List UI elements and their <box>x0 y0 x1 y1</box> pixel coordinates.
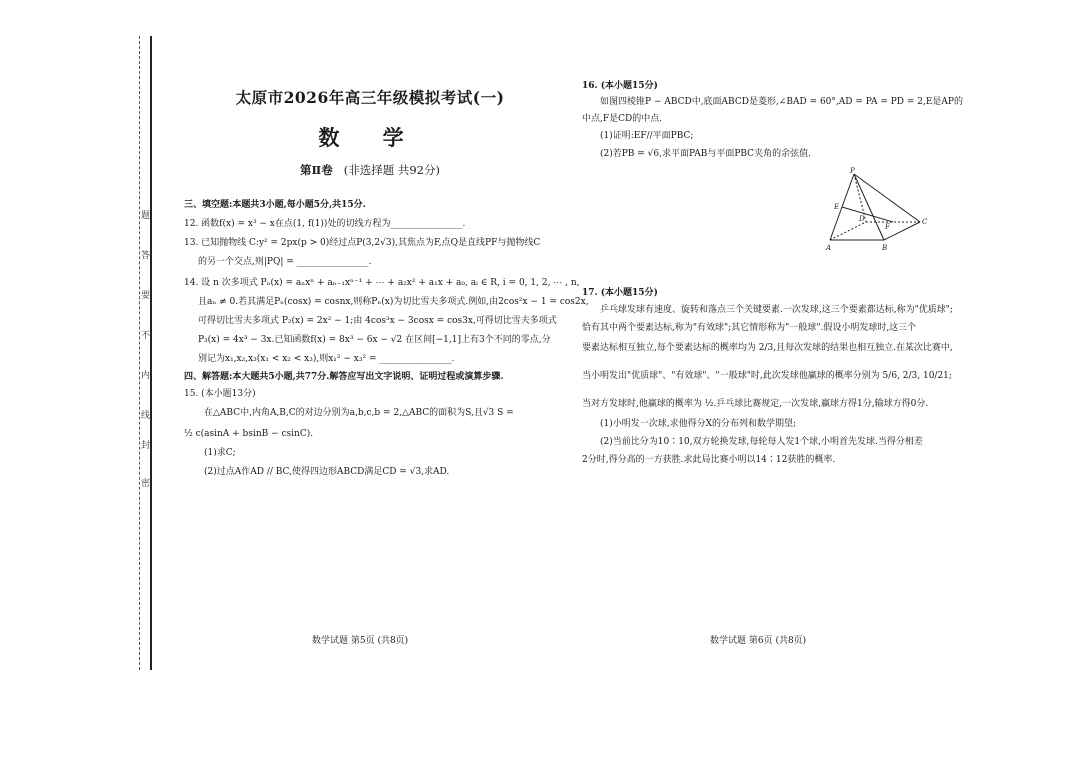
label-A: A <box>826 244 832 252</box>
volume-heading <box>150 162 590 178</box>
binding-char: 密 <box>141 479 151 489</box>
exam-title: 太原市2026年高三年级模拟考试(一) <box>235 88 505 107</box>
question-part: (1)小明发一次球,求他得分X的分布列和数学期望; <box>600 419 797 429</box>
question-part: (2)若PB = √6,求平面PAB与平面PBC夹角的余弦值. <box>600 149 811 159</box>
label-P: P <box>850 167 855 175</box>
question-text: 如图四棱锥P − ABCD中,底面ABCD是菱形,∠BAD = 60°,AD = PA = PD = 2,E是AP的 <box>600 97 963 107</box>
question-text: 14. 设 n 次多项式 Pₙ(x) = aₙxⁿ + aₙ₋₁xⁿ⁻¹ + ⋯ + a₂x² + a₁x + a₀, aᵢ ∈ R, i = 0, 1, 2, ⋯ , n, <box>184 278 580 288</box>
question-text: 恰有其中两个要素达标,称为"有效球";其它情形称为"一般球".假设小明发球时,这三个 <box>582 323 917 333</box>
question-text: 别记为x₁,x₂,x₃(x₁ < x₂ < x₃),则x₁² − x₃² = ________________. <box>198 354 455 364</box>
question-text: 要素达标相互独立,每个要素达标的概率均为 2/3,且每次发球的结果也相互独立.在某次比赛中, <box>582 343 953 353</box>
question-text: 13. 已知抛物线 C:y² = 2px(p > 0)经过点P(3,2√3),其焦点为F,点Q是直线PF与抛物线C <box>184 238 541 248</box>
question-part: (1)求C; <box>204 448 236 458</box>
label-C: C <box>922 218 928 226</box>
binding-char: 要 <box>141 291 151 301</box>
page-footer-right: 数学试题 第6页 (共8页) <box>710 636 807 646</box>
label-E: E <box>834 203 840 211</box>
binding-char: 答 <box>141 251 151 261</box>
question-text: 乒乓球发球有速度、旋转和落点三个关键要素.一次发球,这三个要素都达标,称为"优质球"; <box>600 305 953 315</box>
binding-char: 不 <box>141 331 151 341</box>
question-text: ½ c(asinA + bsinB − csinC). <box>184 429 314 439</box>
question-text: 2分时,得分高的一方获胜.求此局比赛小明以14∶12获胜的概率. <box>582 455 836 465</box>
section-heading: 四、解答题:本大题共5小题,共77分.解答应写出文字说明、证明过程或演算步骤. <box>184 372 504 382</box>
question-text: 12. 函数f(x) = x³ − x在点(1, f(1))处的切线方程为________________. <box>184 219 466 229</box>
segment-EF <box>842 207 893 222</box>
section-heading: 三、填空题:本题共3小题,每小题5分,共15分. <box>184 200 366 210</box>
page-footer-left: 数学试题 第5页 (共8页) <box>312 636 409 646</box>
question-text: 在△ABC中,内角A,B,C的对边分别为a,b,c,b = 2,△ABC的面积为S,且√3 S = <box>204 408 514 418</box>
pyramid-figure <box>822 166 942 256</box>
volume-label: 第Ⅱ卷 <box>300 163 333 177</box>
question-text: 可得切比雪夫多项式 P₂(x) = 2x² − 1;由 4cos³x − 3cosx = cos3x,可得切比雪夫多项式 <box>198 316 557 326</box>
volume-note: (非选择题 共92分) <box>343 163 440 177</box>
question-heading: 16. (本小题15分) <box>582 81 658 91</box>
binding-char: 封 <box>141 441 151 451</box>
question-text: P₃(x) = 4x³ − 3x.已知函数f(x) = 8x³ − 6x − √2 在区间[−1,1]上有3个不同的零点,分 <box>198 335 551 345</box>
question-text: 且aₙ ≠ 0.若其满足Pₙ(cosx) = cosnx,则称Pₙ(x)为切比雪夫多项式.例如,由2cos²x − 1 = cos2x, <box>198 297 589 307</box>
question-text: 中点,F是CD的中点. <box>582 114 663 124</box>
binding-char: 线 <box>141 411 151 421</box>
question-heading: 17. (本小题15分) <box>582 288 658 298</box>
label-B: B <box>882 244 888 252</box>
subject-title: 数 学 <box>318 125 422 150</box>
label-F: F <box>885 223 890 231</box>
binding-cut-line <box>139 36 140 670</box>
question-part: (2)过点A作AD // BC,使得四边形ABCD满足CD = √3,求AD. <box>204 467 450 477</box>
question-text: 当小明发出"优质球"、"有效球"、"一般球"时,此次发球他赢球的概率分别为 5/6, 2/3, 10/21; <box>582 371 952 381</box>
edge-PB <box>854 174 884 240</box>
question-heading: 15. (本小题13分) <box>184 389 256 399</box>
question-text: 当对方发球时,他赢球的概率为 ½.乒乓球比赛规定,一次发球,赢球方得1分,输球方得0分. <box>582 399 929 409</box>
binding-char: 内 <box>141 371 151 381</box>
binding-char: 题 <box>141 211 151 221</box>
question-part: (1)证明:EF//平面PBC; <box>600 131 694 141</box>
question-part: (2)当前比分为10∶10,双方轮换发球,每轮每人发1个球,小明首先发球.当得分相差 <box>600 437 923 447</box>
question-text: 的另一个交点,则|PQ| = ________________. <box>198 257 372 267</box>
label-D: D <box>859 215 865 223</box>
